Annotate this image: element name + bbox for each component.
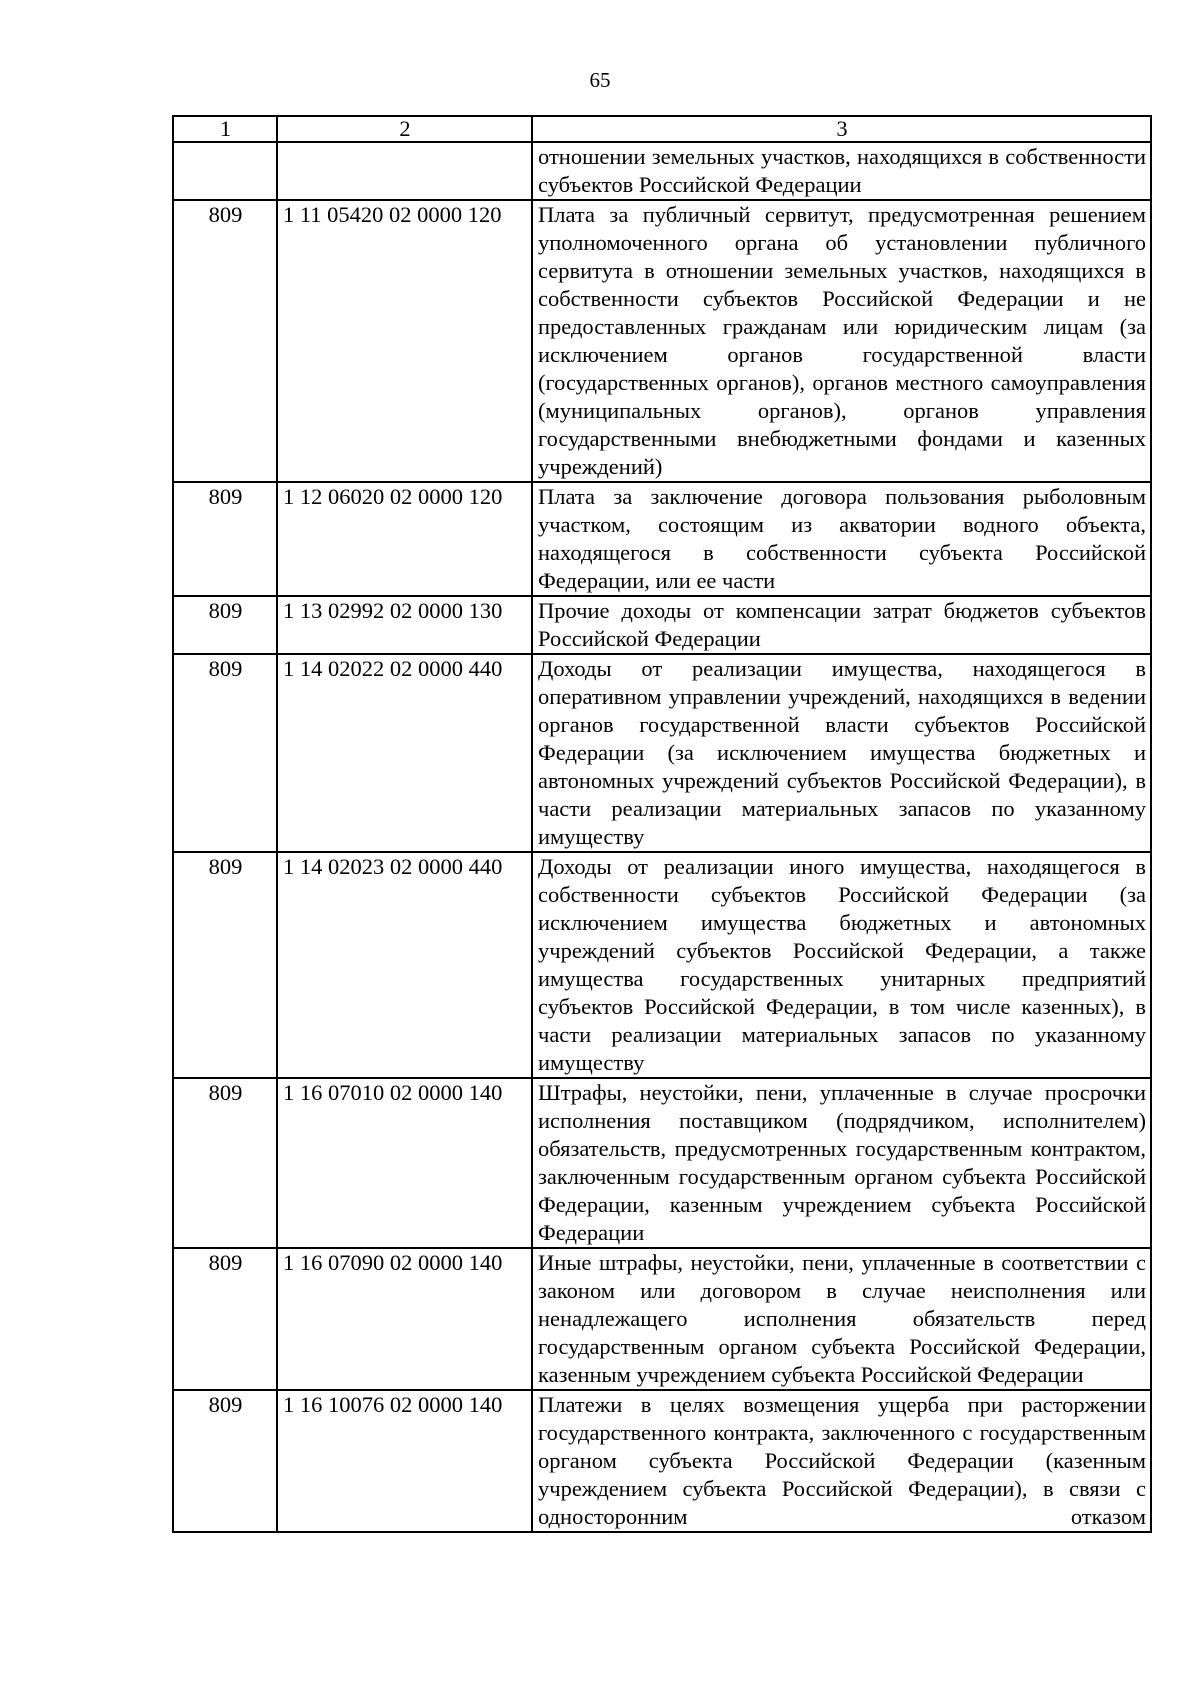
income-name-cell: Доходы от реализации иного имущества, находящегося в собственности субъектов Российской Федерации (за исключением имущества бюджетных и автономных учреждений субъектов Российской Федерации, а также имущества государственных унитарных предприятий субъектов Российской Федерации, в том числе казенных), в части реализации материальных запасов по указанному имуществу	[532, 852, 1151, 1078]
table-row	[173, 1078, 1151, 1248]
table-row	[173, 200, 1151, 482]
table-row	[173, 852, 1151, 1078]
budget-code-cell: 1 16 10076 02 0000 140	[277, 1390, 532, 1532]
table-body	[173, 142, 1151, 1532]
admin-code-cell	[173, 142, 277, 200]
admin-code-cell: 809	[173, 654, 277, 852]
table-header	[173, 116, 1151, 142]
table-row	[173, 142, 1151, 200]
budget-code-cell: 1 12 06020 02 0000 120	[277, 482, 532, 596]
income-name-cell: Прочие доходы от компенсации затрат бюджетов субъектов Российской Федерации	[532, 596, 1151, 654]
table-row	[173, 1390, 1151, 1532]
income-name-cell: Плата за публичный сервитут, предусмотренная решением уполномоченного органа об установлении публичного сервитута в отношении земельных участков, находящихся в собственности субъектов Российской Федерации и не предоставленных гражданам или юридическим лицам (за исключением органов государственной власти (государственных органов), органов местного самоуправления (муниципальных органов), органов управления государственными внебюджетными фондами и казенных учреждений)	[532, 200, 1151, 482]
column-header-3: 3	[532, 116, 1151, 142]
income-name-cell: Доходы от реализации имущества, находящегося в оперативном управлении учреждений, находящихся в ведении органов государственной власти субъектов Российской Федерации (за исключением имущества бюджетных и автономных учреждений субъектов Российской Федерации), в части реализации материальных запасов по указанному имуществу	[532, 654, 1151, 852]
table-header-row	[173, 116, 1151, 142]
income-name-cell: Плата за заключение договора пользования рыболовным участком, состоящим из акватории водного объекта, находящегося в собственности субъекта Российской Федерации, или ее части	[532, 482, 1151, 596]
income-codes-table	[172, 115, 1152, 1533]
admin-code-cell: 809	[173, 482, 277, 596]
budget-code-cell: 1 16 07010 02 0000 140	[277, 1078, 532, 1248]
table-row	[173, 1248, 1151, 1390]
admin-code-cell: 809	[173, 1390, 277, 1532]
budget-code-cell: 1 14 02023 02 0000 440	[277, 852, 532, 1078]
budget-code-cell	[277, 142, 532, 200]
budget-code-cell: 1 11 05420 02 0000 120	[277, 200, 532, 482]
table-row	[173, 482, 1151, 596]
admin-code-cell: 809	[173, 596, 277, 654]
admin-code-cell: 809	[173, 1248, 277, 1390]
admin-code-cell: 809	[173, 1078, 277, 1248]
column-header-1: 1	[173, 116, 277, 142]
page-number: 65	[589, 68, 611, 92]
admin-code-cell: 809	[173, 200, 277, 482]
table-row	[173, 654, 1151, 852]
column-header-2: 2	[277, 116, 532, 142]
income-name-cell: Платежи в целях возмещения ущерба при расторжении государственного контракта, заключенного с государственным органом субъекта Российской Федерации (казенным учреждением субъекта Российской Федерации), в связи с односторонним отказом	[532, 1390, 1151, 1532]
income-name-cell: Штрафы, неустойки, пени, уплаченные в случае просрочки исполнения поставщиком (подрядчиком, исполнителем) обязательств, предусмотренных государственным контрактом, заключенным государственным органом субъекта Российской Федерации, казенным учреждением субъекта Российской Федерации	[532, 1078, 1151, 1248]
income-name-cell: отношении земельных участков, находящихся в собственности субъектов Российской Федерации	[532, 142, 1151, 200]
table-row	[173, 596, 1151, 654]
budget-code-cell: 1 13 02992 02 0000 130	[277, 596, 532, 654]
admin-code-cell: 809	[173, 852, 277, 1078]
income-name-cell: Иные штрафы, неустойки, пени, уплаченные в соответствии с законом или договором в случае неисполнения или ненадлежащего исполнения обязательств перед государственным органом субъекта Российской Федерации, казенным учреждением субъекта Российской Федерации	[532, 1248, 1151, 1390]
budget-code-cell: 1 16 07090 02 0000 140	[277, 1248, 532, 1390]
budget-code-cell: 1 14 02022 02 0000 440	[277, 654, 532, 852]
